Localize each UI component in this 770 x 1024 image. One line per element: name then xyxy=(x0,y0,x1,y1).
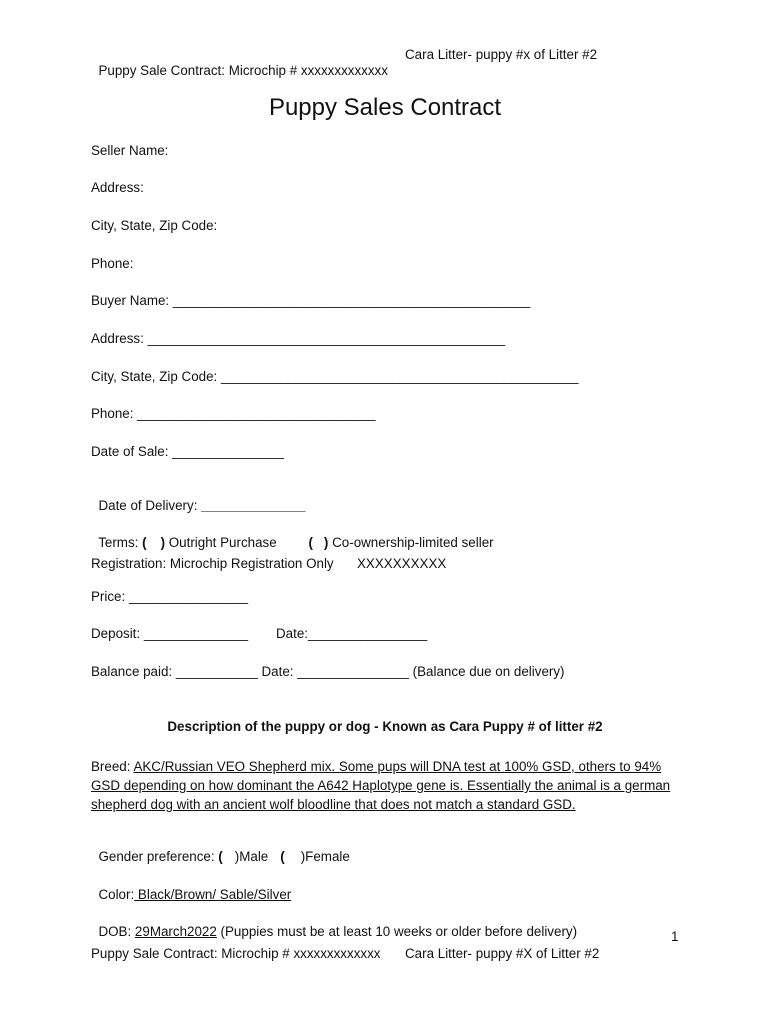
buyer-name-field: Buyer Name: ________________________________________________ xyxy=(91,293,531,308)
date-of-delivery-field xyxy=(91,482,305,514)
breed-paragraph xyxy=(91,757,691,814)
page-number: 1 xyxy=(671,929,679,944)
dob-label: DOB: xyxy=(98,924,135,939)
color-value: Black/Brown/ Sable/Silver xyxy=(134,887,292,902)
terms-open-paren-1: ( xyxy=(142,535,147,550)
breed-text: AKC/Russian VEO Shepherd mix. Some pups will DNA test at 100% GSD, others to 94% GSD depending on how dominant the A642 Haplotype gene is. Essentially the animal is a german shepherd dog with an ancient wolf bloodline that does not match a standard GSD. xyxy=(91,759,671,812)
terms-option-coownership: Co-ownership-limited seller xyxy=(328,535,494,550)
seller-address-field: Address: xyxy=(91,180,144,195)
terms-option-2 xyxy=(301,519,494,551)
gender-option-male: )Male xyxy=(234,849,269,864)
buyer-address-field: Address: ________________________________________________ xyxy=(91,331,506,346)
color-row xyxy=(91,871,291,903)
gender-open-paren-1: ( xyxy=(218,849,223,864)
deposit-date-field: Date:________________ xyxy=(276,626,428,641)
gender-row xyxy=(91,833,350,865)
gender-label: Gender preference: xyxy=(98,849,219,864)
terms-close-paren-2: ) xyxy=(323,535,329,550)
terms-label: Terms: xyxy=(98,535,143,550)
price-field: Price: ________________ xyxy=(91,589,249,604)
page-title: Puppy Sales Contract xyxy=(268,94,502,121)
page-header xyxy=(91,47,388,79)
deposit-field: Deposit: ______________ xyxy=(91,626,249,641)
seller-city-field: City, State, Zip Code: xyxy=(91,218,218,233)
seller-name-field: Seller Name: xyxy=(91,143,169,158)
dob-note: (Puppies must be at least 10 weeks or older before delivery) xyxy=(216,924,578,939)
dob-row xyxy=(91,908,577,940)
terms-open-paren-2: ( xyxy=(308,535,313,550)
gender-option-female: )Female xyxy=(300,849,350,864)
footer-microchip: Puppy Sale Contract: Microchip # xxxxxxxxxxxxx xyxy=(91,946,381,961)
buyer-phone-field: Phone: ________________________________ xyxy=(91,406,376,421)
header-microchip: Puppy Sale Contract: Microchip # xxxxxxxxxxxxx xyxy=(98,63,388,78)
date-of-delivery-label: Date of Delivery: xyxy=(98,498,202,513)
description-heading: Description of the puppy or dog - Known as Cara Puppy # of litter #2 xyxy=(167,719,603,734)
seller-phone-field: Phone: xyxy=(91,256,134,271)
date-of-sale-field: Date of Sale: _______________ xyxy=(91,444,284,459)
registration-field: Registration: Microchip Registration Only xyxy=(91,556,334,571)
terms-close-paren-1: ) xyxy=(160,535,166,550)
breed-label: Breed: xyxy=(91,759,134,774)
gender-open-paren-2: ( xyxy=(280,849,285,864)
terms-option-outright: Outright Purchase xyxy=(165,535,277,550)
dob-value: 29March2022 xyxy=(134,924,217,939)
header-litter: Cara Litter- puppy #x of Litter #2 xyxy=(405,47,598,62)
footer-litter: Cara Litter- puppy #X of Litter #2 xyxy=(405,946,600,961)
balance-field: Balance paid: ___________ Date: _______________ (Balance due on delivery) xyxy=(91,664,565,679)
registration-code: XXXXXXXXXX xyxy=(357,556,447,571)
color-label: Color: xyxy=(98,887,135,902)
terms-row xyxy=(91,519,277,551)
date-of-delivery-blank: ______________ xyxy=(201,498,306,513)
buyer-city-field: City, State, Zip Code: ________________________________________________ xyxy=(91,369,579,384)
